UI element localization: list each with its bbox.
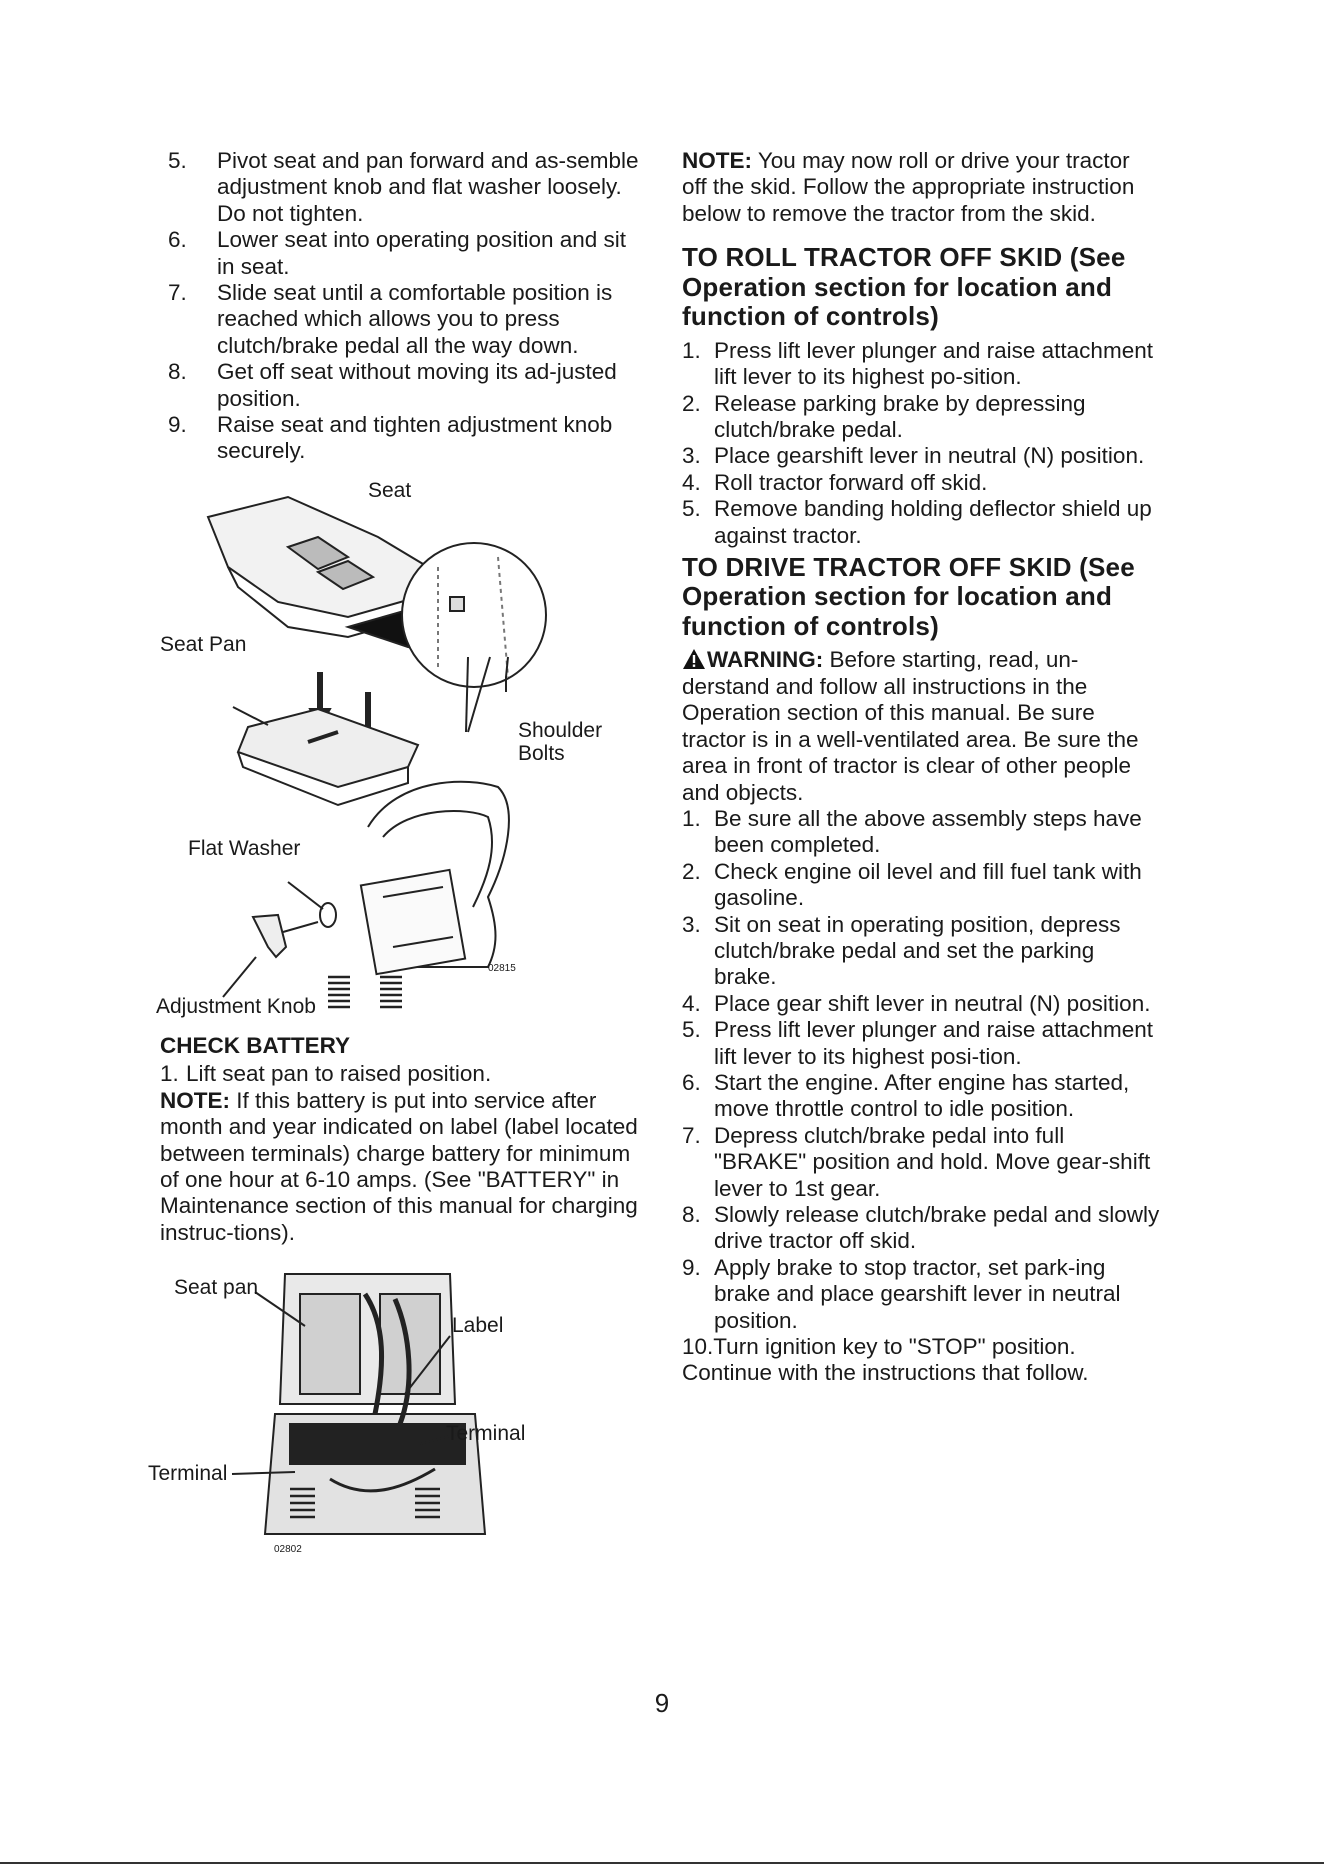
left-column	[148, 148, 648, 1556]
seat-steps	[168, 148, 648, 465]
drive-steps	[682, 806, 1160, 1334]
figure-code: 02802	[274, 1544, 302, 1556]
battery-note: NOTE: If this battery is put into service after month and year indicated on label (label located between terminals) charge battery for minimum of one hour at 6-10 amps. (See "BATTERY" in Maintenance section of this manual for charging instruc-tions).	[160, 1087, 638, 1245]
list-item: 2. Check engine oil level and fill fuel tank with gasoline.	[682, 858, 1142, 911]
check-battery-heading: CHECK BATTERY	[160, 1032, 350, 1058]
list-item: 6. Start the engine. After engine has started, move throttle control to idle position.	[682, 1069, 1130, 1122]
roll-tractor-heading: TO ROLL TRACTOR OFF SKID (See Operation section for location and function of controls)	[682, 242, 1126, 332]
list-item: 7. Depress clutch/brake pedal into full "BRAKE" position and hold. Move gear-shift lever to 1st gear.	[682, 1122, 1151, 1201]
list-item: 2. Release parking brake by depressing clutch/brake pedal.	[682, 390, 1086, 442]
seat-callout: Seat	[368, 478, 412, 502]
list-item: 9. Raise seat and tighten adjustment knob securely.	[168, 412, 613, 464]
battery-illustration	[150, 1264, 630, 1554]
page-number: 9	[654, 1688, 670, 1718]
bottom-rule	[0, 1862, 1324, 1864]
list-item: 5. Pivot seat and pan forward and as-semble adjustment knob and flat washer loosely. Do not tighten.	[168, 148, 639, 226]
list-item: 5. Press lift lever plunger and raise attachment lift lever to its highest posi-tion.	[682, 1017, 1153, 1069]
terminal-left-callout: Terminal	[148, 1462, 228, 1486]
list-item: 3. Sit on seat in operating position, depress clutch/brake pedal and set the parking brake.	[682, 911, 1121, 990]
terminal-right-callout: Terminal	[446, 1422, 526, 1446]
warning-paragraph: WARNING: Before starting, read, un-derstand and follow all instructions in the Operation section of this manual. Be sure tractor is in a well-ventilated area. Be sure the area in front of tractor is clear of other people and objects.	[682, 647, 1139, 805]
list-item: 7. Slide seat until a comfortable position is reached which allows you to press clutch/brake pedal all the way down.	[168, 280, 613, 358]
list-item: 5. Remove banding holding deflector shield up against tractor.	[682, 496, 1152, 548]
step-ten: 10.Turn ignition key to "STOP" position.	[682, 1334, 1076, 1360]
skid-note: NOTE: You may now roll or drive your tractor off the skid. Follow the appropriate instruction below to remove the tractor from the skid.	[682, 148, 1135, 226]
continue-text: Continue with the instructions that follow.	[682, 1360, 1089, 1386]
label-callout: Label	[452, 1314, 504, 1338]
list-item: 8. Get off seat without moving its ad-justed position.	[168, 359, 617, 411]
seat-pan-callout: Seat Pan	[160, 632, 247, 656]
list-item: 8. Slowly release clutch/brake pedal and slowly drive tractor off skid.	[682, 1202, 1160, 1254]
adjustment-knob-callout: Adjustment Knob	[156, 994, 316, 1018]
list-item: 4. Roll tractor forward off skid.	[682, 469, 988, 495]
shoulder-bolts-callout: Shoulder Bolts	[518, 718, 603, 765]
battery-figure	[150, 1264, 630, 1554]
drive-tractor-heading: TO DRIVE TRACTOR OFF SKID (See Operation section for location and function of controls)	[682, 551, 1135, 641]
list-item: 4. Place gear shift lever in neutral (N) position.	[682, 990, 1151, 1016]
list-item: 1. Press lift lever plunger and raise attachment lift lever to its highest po-sition.	[682, 337, 1153, 390]
list-item: 9. Apply brake to stop tractor, set park-ing brake and place gearshift lever in neutral position.	[682, 1254, 1121, 1333]
warning-icon	[682, 648, 706, 670]
battery-steps	[160, 1061, 648, 1087]
flat-washer-callout: Flat Washer	[188, 836, 301, 860]
right-column	[682, 148, 1160, 1387]
figure-code: 02815	[488, 962, 516, 974]
battery-seat-pan-callout: Seat pan	[174, 1276, 259, 1300]
roll-steps	[682, 338, 1160, 549]
list-item: 6. Lower seat into operating position and sit in seat.	[168, 227, 627, 279]
list-item: 1. Be sure all the above assembly steps have been completed.	[682, 805, 1142, 858]
list-item: 3. Place gearshift lever in neutral (N) position.	[682, 443, 1145, 469]
seat-assembly-figure	[156, 477, 648, 1029]
list-item: 1. Lift seat pan to raised position.	[160, 1061, 492, 1087]
